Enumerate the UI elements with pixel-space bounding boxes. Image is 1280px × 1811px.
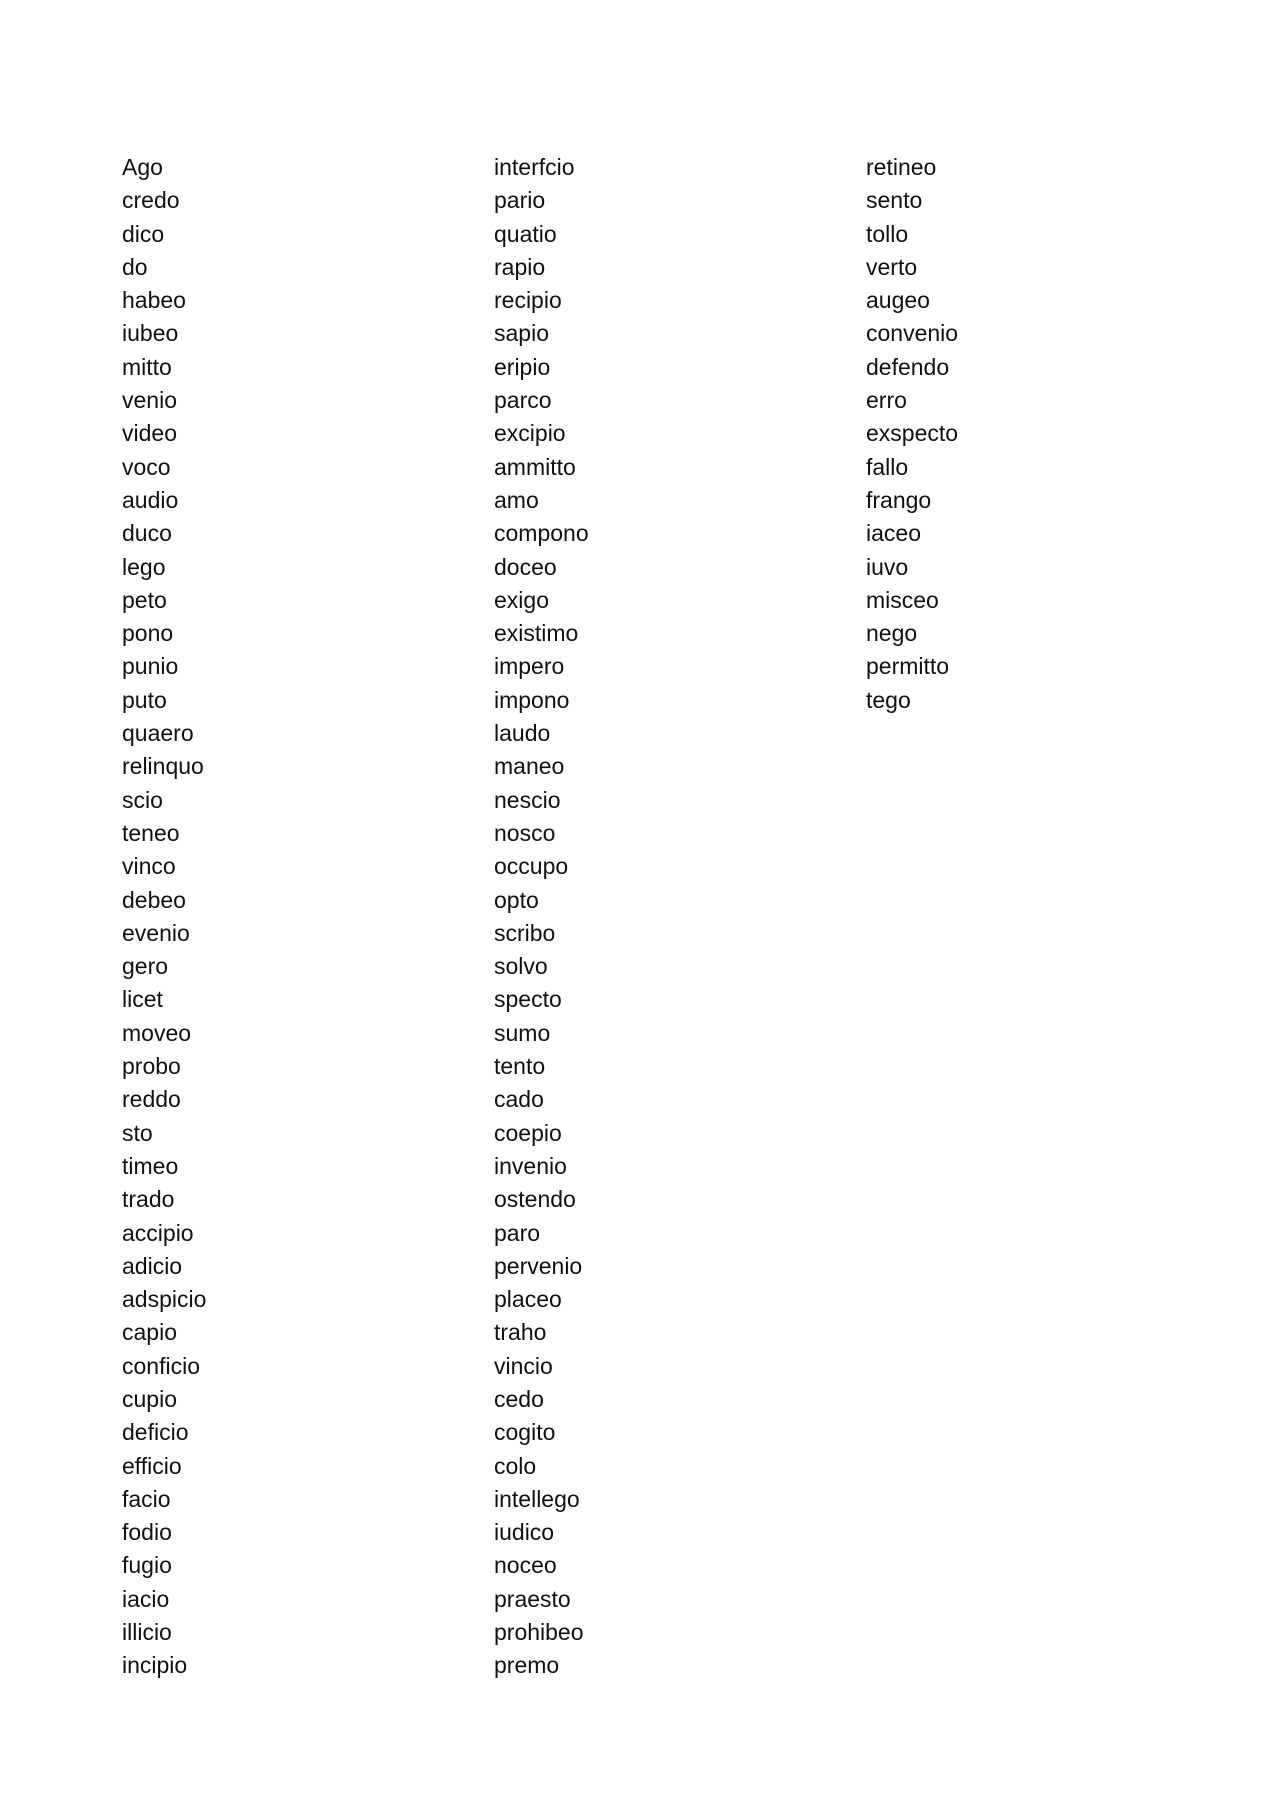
list-item: sumo	[494, 1019, 551, 1046]
list-item: paro	[494, 1219, 541, 1246]
list-item: sapio	[494, 320, 549, 347]
word-column-2	[494, 151, 589, 1683]
list-item: credo	[122, 187, 180, 214]
list-item: scribo	[494, 919, 556, 946]
list-item: peto	[122, 586, 167, 613]
list-item: iuvo	[866, 553, 909, 580]
list-item: mitto	[122, 353, 172, 380]
list-item: colo	[494, 1452, 537, 1479]
list-item: ostendo	[494, 1186, 576, 1213]
list-item: coepio	[494, 1119, 562, 1146]
list-item: cupio	[122, 1385, 177, 1412]
list-item: iacio	[122, 1585, 170, 1612]
list-item: fallo	[866, 453, 909, 480]
list-item: rapio	[494, 253, 546, 280]
list-item: impono	[494, 686, 570, 713]
list-item: ammitto	[494, 453, 576, 480]
list-item: intellego	[494, 1485, 580, 1512]
list-item: teneo	[122, 819, 180, 846]
list-item: adspicio	[122, 1286, 207, 1313]
list-item: misceo	[866, 586, 939, 613]
list-item: incipio	[122, 1652, 188, 1679]
list-item: voco	[122, 453, 171, 480]
list-item: invenio	[494, 1152, 567, 1179]
list-item: video	[122, 420, 177, 447]
list-item: vinco	[122, 853, 176, 880]
list-item: facio	[122, 1485, 171, 1512]
list-item: premo	[494, 1652, 560, 1679]
list-item: tollo	[866, 220, 909, 247]
list-item: placeo	[494, 1286, 562, 1313]
list-item: noceo	[494, 1552, 557, 1579]
list-item: laudo	[494, 720, 551, 747]
list-item: Ago	[122, 154, 163, 180]
list-item: praesto	[494, 1585, 571, 1612]
list-item: efficio	[122, 1452, 182, 1479]
list-item: impero	[494, 653, 565, 680]
list-item: moveo	[122, 1019, 192, 1046]
list-item: timeo	[122, 1152, 179, 1179]
list-item: exigo	[494, 586, 549, 613]
list-item: pervenio	[494, 1252, 583, 1279]
list-item: trado	[122, 1186, 175, 1213]
list-item: iudico	[494, 1519, 555, 1546]
list-item: prohibeo	[494, 1619, 584, 1646]
list-item: gero	[122, 953, 169, 980]
list-item: habeo	[122, 287, 186, 314]
list-item: quaero	[122, 720, 194, 747]
list-item: iubeo	[122, 320, 179, 347]
list-item: sto	[122, 1119, 153, 1146]
list-item: evenio	[122, 919, 190, 946]
list-item: opto	[494, 886, 539, 913]
list-item: compono	[494, 520, 589, 547]
list-item: exspecto	[866, 420, 959, 447]
list-item: punio	[122, 653, 179, 680]
list-item: pario	[494, 187, 546, 214]
list-item: capio	[122, 1319, 177, 1346]
list-item: vincio	[494, 1352, 553, 1379]
list-item: audio	[122, 486, 179, 513]
list-item: deficio	[122, 1419, 189, 1446]
list-item: occupo	[494, 853, 569, 880]
list-item: retineo	[866, 154, 937, 180]
list-item: fugio	[122, 1552, 172, 1579]
list-item: venio	[122, 387, 177, 414]
list-item: relinquo	[122, 753, 204, 780]
list-item: solvo	[494, 953, 548, 980]
list-item: illicio	[122, 1619, 172, 1646]
list-item: recipio	[494, 287, 562, 314]
list-item: existimo	[494, 620, 579, 647]
list-item: pono	[122, 620, 174, 647]
list-item: nescio	[494, 786, 561, 813]
list-item: scio	[122, 786, 163, 813]
list-item: debeo	[122, 886, 186, 913]
list-item: iaceo	[866, 520, 921, 547]
list-item: fodio	[122, 1519, 172, 1546]
word-column-3	[866, 151, 958, 717]
list-item: doceo	[494, 553, 557, 580]
list-item: dico	[122, 220, 165, 247]
list-item: duco	[122, 520, 172, 547]
list-item: permitto	[866, 653, 950, 680]
list-item: interfcio	[494, 154, 575, 180]
list-item: puto	[122, 686, 167, 713]
list-item: erro	[866, 387, 907, 414]
list-item: sento	[866, 187, 923, 214]
list-item: tego	[866, 686, 911, 713]
list-item: adicio	[122, 1252, 183, 1279]
list-item: eripio	[494, 353, 551, 380]
list-item: cedo	[494, 1385, 544, 1412]
list-item: convenio	[866, 320, 959, 347]
list-item: defendo	[866, 353, 950, 380]
list-item: amo	[494, 486, 539, 513]
word-column-1	[122, 151, 206, 1683]
list-item: nosco	[494, 819, 556, 846]
list-item: reddo	[122, 1086, 181, 1113]
list-item: frango	[866, 486, 932, 513]
list-item: licet	[122, 986, 163, 1013]
list-item: cogito	[494, 1419, 556, 1446]
list-item: quatio	[494, 220, 557, 247]
list-item: augeo	[866, 287, 930, 314]
list-item: traho	[494, 1319, 547, 1346]
list-item: excipio	[494, 420, 566, 447]
list-item: conficio	[122, 1352, 200, 1379]
list-item: specto	[494, 986, 562, 1013]
list-item: probo	[122, 1053, 181, 1080]
list-item: accipio	[122, 1219, 194, 1246]
list-item: nego	[866, 620, 918, 647]
list-item: tento	[494, 1053, 546, 1080]
list-item: verto	[866, 253, 918, 280]
list-item: cado	[494, 1086, 544, 1113]
list-item: parco	[494, 387, 552, 414]
list-item: do	[122, 253, 148, 280]
list-item: maneo	[494, 753, 565, 780]
list-item: lego	[122, 553, 166, 580]
